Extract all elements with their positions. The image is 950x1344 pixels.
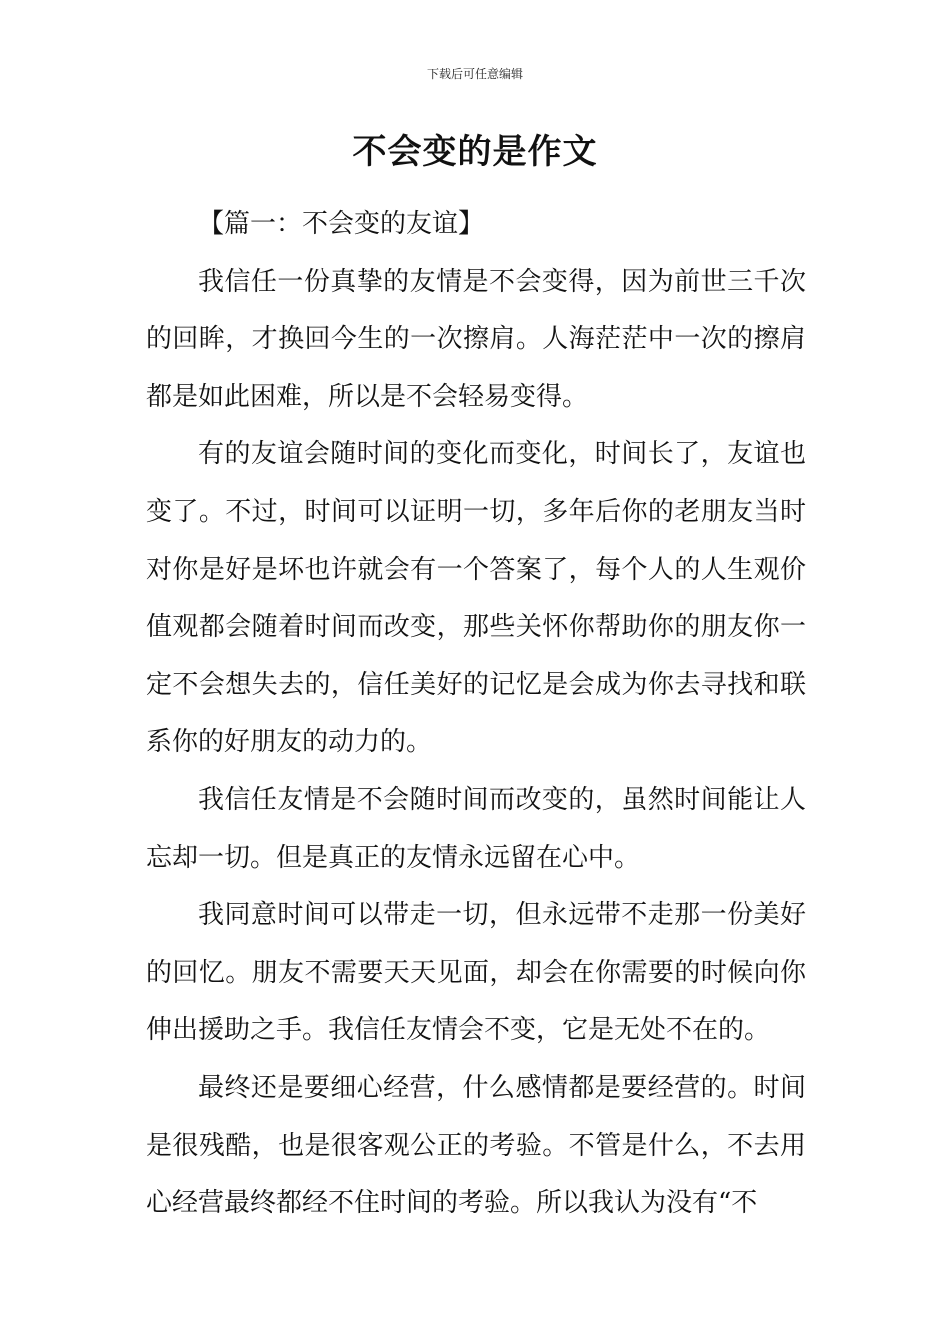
header-note: 下载后可任意编辑 (426, 67, 523, 81)
paragraph: 有的友谊会随时间的变化而变化，时间长了，友谊也变了。不过，时间可以证明一切，多年后你的老朋友当时对你是好是坏也许就会有一个答案了，每个人的人生观价值观都会随着时间而改变，那些关怀你帮助你的朋友你一定不会想失去的，信任美好的记忆是会成为你去寻找和联系你的好朋友的动力的。 (146, 439, 806, 758)
paragraph: 我信任一份真挚的友情是不会变得，因为前世三千次的回眸，才换回今生的一次擦肩。人海茫茫中一次的擦肩都是如此困难，所以是不会轻易变得。 (146, 266, 806, 412)
document-title: 不会变的是作文 (352, 132, 598, 172)
paragraph: 我同意时间可以带走一切，但永远带不走那一份美好的回忆。朋友不需要天天见面，却会在你需要的时候向你伸出援助之手。我信任友情会不变，它是无处不在的。 (146, 900, 806, 1046)
paragraph: 最终还是要细心经营，什么感情都是要经营的。时间是很残酷，也是很客观公正的考验。不管是什么，不去用心经营最终都经不住时间的考验。所以我认为没有“不 (146, 1072, 806, 1219)
section-heading: 【篇一：不会变的友谊】 (198, 209, 485, 239)
document-body (146, 196, 806, 1233)
paragraph: 我信任友情是不会随时间而改变的，虽然时间能让人忘却一切。但是真正的友情永远留在心中。 (146, 784, 806, 873)
